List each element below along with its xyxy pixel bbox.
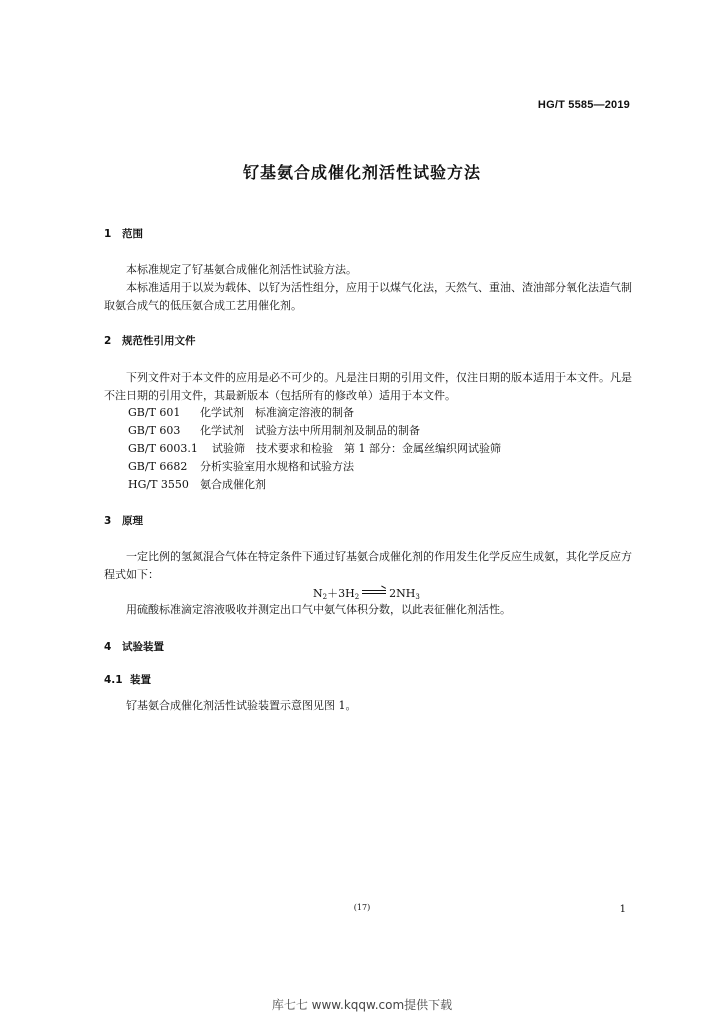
page-number: 1 xyxy=(619,904,626,915)
subsection-number: 4.1 xyxy=(104,674,123,686)
section-number: 1 xyxy=(104,228,112,240)
paragraph: 用硫酸标准滴定溶液吸收并测定出口气中氨气体积分数，以此表征催化剂活性。 xyxy=(126,603,511,616)
section-4-heading xyxy=(104,639,164,654)
section-title: 试验装置 xyxy=(122,641,164,653)
document-title: 钌基氨合成催化剂活性试验方法 xyxy=(242,163,481,182)
paragraph: 下列文件对于本文件的应用是必不可少的。凡是注日期的引用文件，仅注日期的版本适用于本文件。凡是不注日期的引用文件，其最新版本（包括所有的修改单）适用于本文件。 xyxy=(104,371,632,402)
section-2-heading xyxy=(104,333,196,348)
section-title: 原理 xyxy=(122,515,143,527)
download-watermark: 库七七 www.kqqw.com提供下载 xyxy=(271,998,453,1012)
paragraph: 一定比例的氢氮混合气体在特定条件下通过钌基氨合成催化剂的作用发生化学反应生成氨，其化学反应方程式如下： xyxy=(104,550,632,581)
section-number: 3 xyxy=(104,515,112,527)
paragraph: 本标准规定了钌基氨合成催化剂活性试验方法。 xyxy=(126,263,357,276)
section-title: 规范性引用文件 xyxy=(122,335,196,347)
reference-item: GB/T 6682 分析实验室用水规格和试验方法 xyxy=(128,460,354,473)
section-1-heading xyxy=(104,226,143,241)
section-title: 范围 xyxy=(122,228,143,240)
subsection-title: 装置 xyxy=(130,674,151,686)
reference-item: GB/T 6003.1 试验筛 技术要求和检验 第 1 部分：金属丝编织网试验筛 xyxy=(128,442,501,455)
section-number: 4 xyxy=(104,641,112,653)
subsection-4-1-heading xyxy=(104,672,151,687)
reference-item: HG/T 3550 氨合成催化剂 xyxy=(128,478,266,491)
paragraph: 本标准适用于以炭为载体、以钌为活性组分，应用于以煤气化法，天然气、重油、渣油部分氧化法造气制取氨合成气的低压氨合成工艺用催化剂。 xyxy=(104,281,632,312)
section-number: 2 xyxy=(104,335,112,347)
paragraph: 钌基氨合成催化剂活性试验装置示意图见图 1。 xyxy=(126,699,357,712)
standard-code: HG/T 5585—2019 xyxy=(537,99,630,111)
equilibrium-arrow-icon xyxy=(362,589,386,595)
chemical-equation: $N_2+3H_2$ $2NH_3$ xyxy=(313,587,420,601)
reference-item: GB/T 603 化学试剂 试验方法中所用制剂及制品的制备 xyxy=(128,424,420,437)
section-3-heading xyxy=(104,513,143,528)
reference-item: GB/T 601 化学试剂 标准滴定溶液的制备 xyxy=(128,406,354,419)
footer-sequence: (17) xyxy=(353,903,371,912)
